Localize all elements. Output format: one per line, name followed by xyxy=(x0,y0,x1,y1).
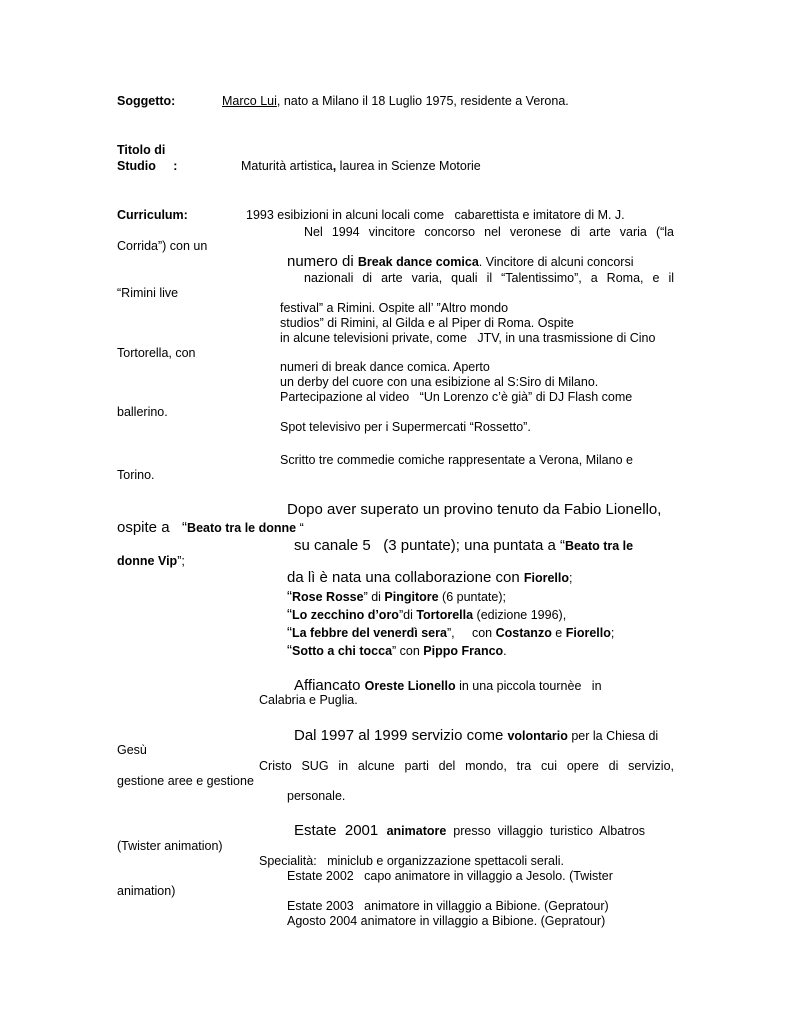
cv-span: (edizione 1996), xyxy=(473,608,567,622)
titolo-b: laurea in Scienze Motorie xyxy=(336,159,481,173)
cv-line: gestione aree e gestione xyxy=(117,774,254,788)
titolo-label-2: Studio : xyxy=(117,159,178,173)
cv-span: volontario xyxy=(507,729,568,743)
curriculum-label: Curriculum: xyxy=(117,208,188,222)
cv-line: Specialità: miniclub e organizzazione spettacoli serali. xyxy=(259,854,565,868)
cv-line xyxy=(294,678,602,693)
cv-span: “ xyxy=(287,588,292,605)
cv-line xyxy=(287,589,506,604)
cv-span: Sotto a chi tocca xyxy=(292,644,393,658)
cv-span: Beato tra le donne xyxy=(187,521,297,535)
cv-line: in alcune televisioni private, come JTV, in una trasmissione di Cino xyxy=(280,331,656,345)
cv-line: Torino. xyxy=(117,468,155,482)
cv-line: Agosto 2004 animatore in villaggio a Bibione. (Gepratour) xyxy=(287,914,606,928)
cv-line: Corrida”) con un xyxy=(117,239,208,253)
cv-line: Tortorella, con xyxy=(117,346,196,360)
cv-line: Dopo aver superato un provino tenuto da Fabio Lionello, xyxy=(287,501,662,518)
cv-span: “ xyxy=(287,642,292,659)
cv-line xyxy=(287,254,634,269)
cv-line: personale. xyxy=(287,789,346,803)
cv-span: Fiorello xyxy=(523,571,569,585)
cv-line: 1993 esibizioni in alcuni locali come cabarettista e imitatore di M. J. xyxy=(246,208,625,222)
cv-span: Beato tra le xyxy=(565,539,634,553)
cv-line: Nel 1994 vincitore concorso nel veronese di arte varia (“la xyxy=(304,225,674,239)
cv-span: Pingitore xyxy=(384,590,439,604)
cv-span: Fiorello xyxy=(565,626,611,640)
cv-span: da lì è nata una collaborazione con xyxy=(287,569,524,586)
soggetto-line xyxy=(222,95,569,108)
cv-span: . xyxy=(503,644,507,658)
titolo-label-1: Titolo di xyxy=(117,143,166,157)
cv-line: studios” di Rimini, al Gilda e al Piper di Roma. Ospite xyxy=(280,316,574,330)
cv-line xyxy=(294,538,633,553)
cv-span: animatore xyxy=(386,824,447,838)
cv-line: Gesù xyxy=(117,743,147,757)
cv-span: Costanzo xyxy=(495,626,552,640)
cv-line: animation) xyxy=(117,884,176,898)
cv-span: ” con xyxy=(392,644,424,658)
cv-line: Cristo SUG in alcune parti del mondo, tra cui opere di servizio, xyxy=(259,759,674,773)
titolo-a: Maturità artistica xyxy=(241,159,333,173)
cv-span: Estate 2001 xyxy=(294,822,387,839)
cv-span: Oreste Lionello xyxy=(364,679,456,693)
subject-details: , nato a Milano il 18 Luglio 1975, residente a Verona. xyxy=(276,94,569,108)
cv-span: ”di xyxy=(398,608,417,622)
cv-span: ”, con xyxy=(446,626,496,640)
cv-line xyxy=(294,728,658,743)
subject-name: Marco Lui xyxy=(222,94,277,108)
cv-span: ”; xyxy=(177,554,185,568)
cv-line xyxy=(287,625,614,640)
cv-line: un derby del cuore con una esibizione al S:Siro di Milano. xyxy=(280,375,599,389)
cv-line: nazionali di arte varia, quali il “Talentissimo”, a Roma, e il xyxy=(304,271,674,285)
cv-line: (Twister animation) xyxy=(117,839,223,853)
cv-line: ballerino. xyxy=(117,405,168,419)
cv-span: “ xyxy=(287,624,292,641)
cv-line: Estate 2003 animatore in villaggio a Bibione. (Gepratour) xyxy=(287,899,609,913)
cv-line: Partecipazione al video “Un Lorenzo c’è già” di DJ Flash come xyxy=(280,390,633,404)
cv-span: donne Vip xyxy=(117,554,178,568)
cv-span: Break dance comica xyxy=(357,255,479,269)
cv-span: Pippo Franco xyxy=(423,644,504,658)
cv-span: ” di xyxy=(363,590,385,604)
cv-line: numeri di break dance comica. Aperto xyxy=(280,360,490,374)
cv-span: numero di xyxy=(287,253,358,270)
cv-line xyxy=(117,520,304,535)
cv-line xyxy=(287,570,572,585)
cv-span: (6 puntate); xyxy=(438,590,506,604)
cv-span: Affiancato xyxy=(294,677,365,694)
soggetto-label: Soggetto: xyxy=(117,94,176,108)
cv-span: La febbre del venerdì sera xyxy=(292,626,447,640)
cv-span: ospite a “ xyxy=(117,519,188,536)
cv-span: ; xyxy=(569,571,573,585)
cv-span: per la Chiesa di xyxy=(567,729,659,743)
titolo-value xyxy=(241,160,481,173)
cv-span: presso villaggio turistico Albatros xyxy=(446,824,646,838)
cv-span: in una piccola tournèe in xyxy=(455,679,602,693)
cv-span: Tortorella xyxy=(416,608,474,622)
cv-span: su canale 5 (3 puntate); una puntata a “ xyxy=(294,537,566,554)
cv-span: . Vincitore di alcuni concorsi xyxy=(478,255,634,269)
cv-span: e xyxy=(551,626,566,640)
cv-line xyxy=(287,607,566,622)
cv-span: “ xyxy=(287,606,292,623)
cv-line: Spot televisivo per i Supermercati “Rossetto”. xyxy=(280,420,531,434)
cv-line xyxy=(117,555,185,568)
cv-span: Dal 1997 al 1999 servizio come xyxy=(294,727,508,744)
cv-span: Lo zecchino d’oro xyxy=(292,608,399,622)
cv-line xyxy=(287,643,507,658)
cv-line: Scritto tre commedie comiche rappresentate a Verona, Milano e xyxy=(280,453,633,467)
cv-line: “Rimini live xyxy=(117,286,179,300)
cv-line: Estate 2002 capo animatore in villaggio a Jesolo. (Twister xyxy=(287,869,613,883)
cv-span: ; xyxy=(610,626,615,640)
cv-span: “ xyxy=(296,521,304,535)
cv-line: festival” a Rimini. Ospite all’ ”Altro mondo xyxy=(280,301,509,315)
cv-line xyxy=(294,823,645,838)
titolo-comma: , xyxy=(332,159,337,173)
cv-span: Rose Rosse xyxy=(292,590,364,604)
cv-line: Calabria e Puglia. xyxy=(259,693,358,707)
